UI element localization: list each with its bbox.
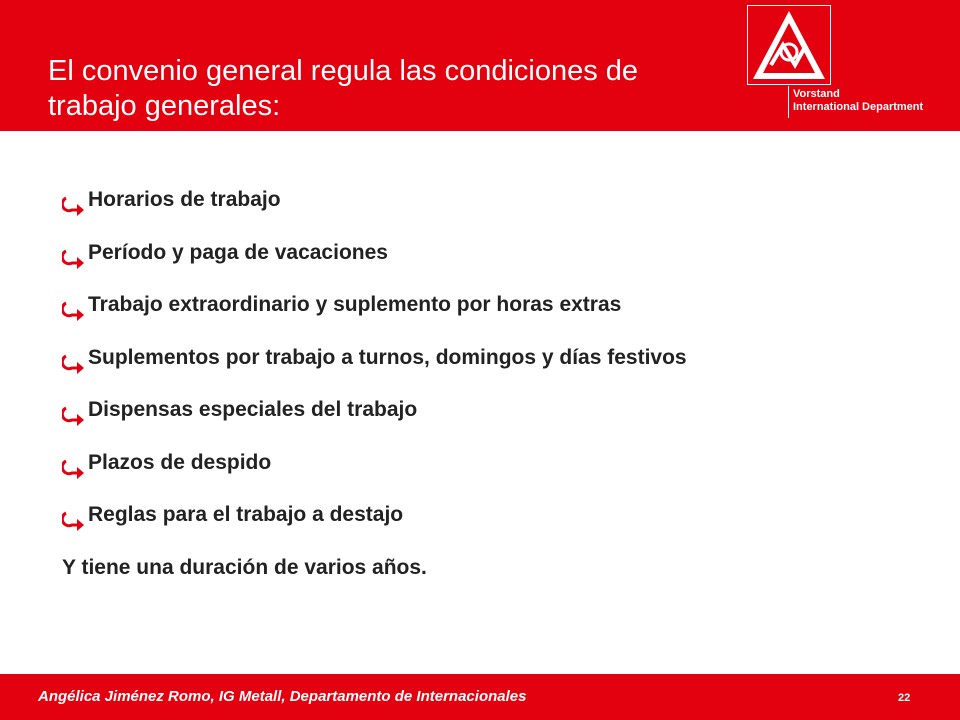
curved-arrow-icon — [62, 453, 88, 479]
curved-arrow-icon — [62, 190, 88, 216]
footer-author: Angélica Jiménez Romo, IG Metall, Departamento de Internacionales — [38, 688, 527, 705]
ig-metall-logo-icon — [747, 5, 831, 85]
curved-arrow-icon — [62, 348, 88, 374]
department-divider — [788, 86, 789, 118]
bullet-item — [62, 241, 922, 294]
footer-bar — [0, 674, 960, 720]
bullet-text: Horarios de trabajo — [88, 188, 281, 211]
slide-title: El convenio general regula las condiciones de trabajo generales: — [48, 55, 639, 122]
bullet-item — [62, 398, 922, 451]
department-line-2: International Department — [793, 101, 924, 113]
header-bar — [0, 0, 960, 131]
bullet-item — [62, 346, 922, 399]
bullet-text: Trabajo extraordinario y suplemento por horas extras — [88, 293, 622, 316]
bullet-item — [62, 293, 922, 346]
bullet-text: Dispensas especiales del trabajo — [88, 398, 418, 421]
bullet-item — [62, 188, 922, 241]
department-label — [793, 88, 923, 114]
bullet-text: Plazos de despido — [88, 450, 272, 474]
bullet-item — [62, 451, 922, 504]
bullet-text: Suplementos por trabajo a turnos, domingos y días festivos — [88, 345, 687, 369]
closing-statement: Y tiene una duración de varios años. — [62, 555, 427, 579]
bullet-text: Reglas para el trabajo a destajo — [88, 503, 404, 526]
curved-arrow-icon — [62, 505, 88, 531]
page-number: 22 — [898, 692, 911, 704]
slide-content — [62, 188, 922, 580]
curved-arrow-icon — [62, 243, 88, 269]
curved-arrow-icon — [62, 400, 88, 426]
bullet-text: Período y paga de vacaciones — [88, 240, 388, 264]
curved-arrow-icon — [62, 295, 88, 321]
bullet-item — [62, 503, 922, 556]
department-line-1: Vorstand — [793, 88, 840, 100]
